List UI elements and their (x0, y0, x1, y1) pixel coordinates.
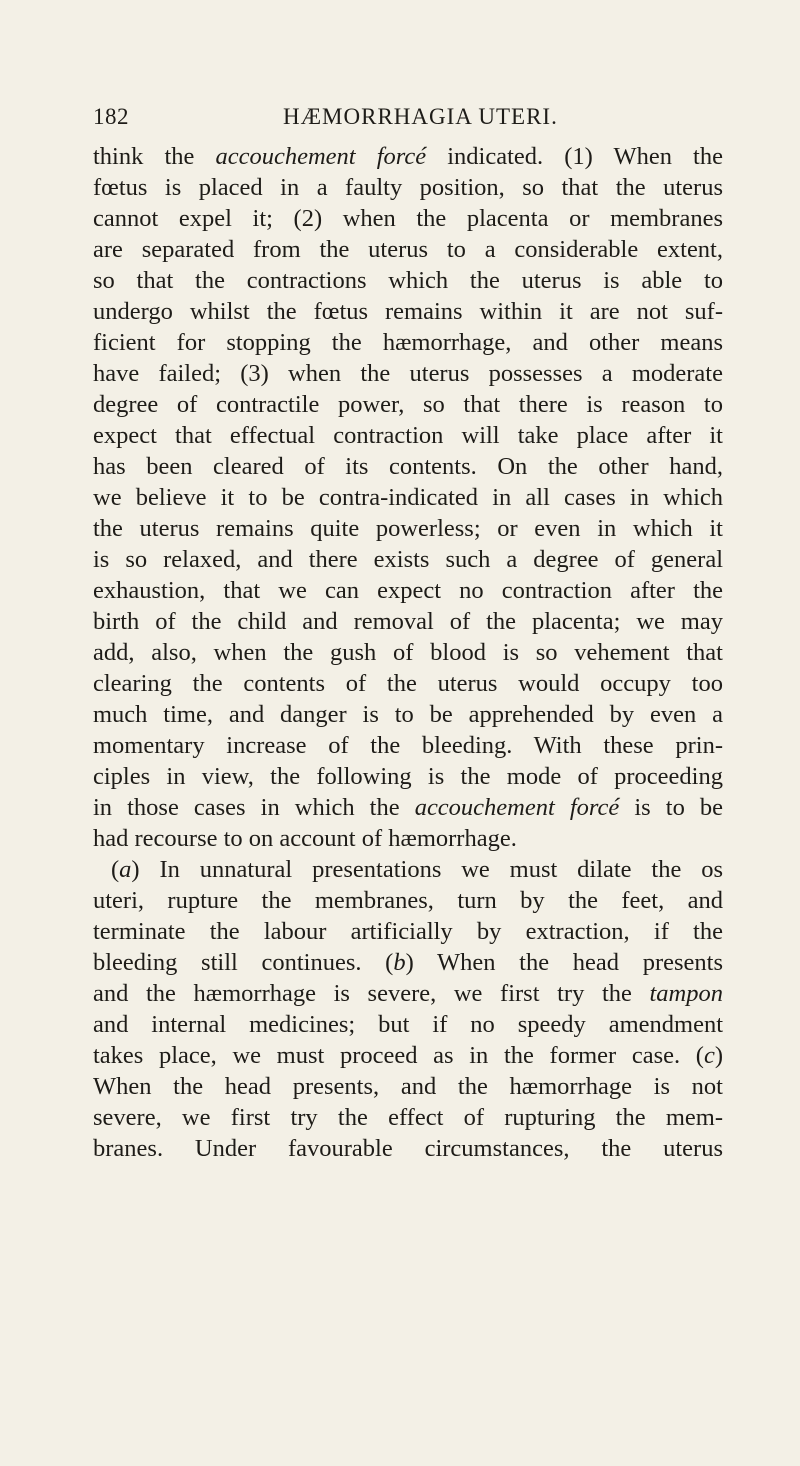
italic-text: a (119, 856, 132, 883)
text-run: momentary increase of the bleeding. With these prin- (93, 732, 723, 759)
text-run: think the (93, 143, 216, 170)
italic-text: tampon (649, 980, 723, 1007)
text-line (93, 172, 723, 203)
running-title: HÆMORRHAGIA UTERI. (283, 104, 558, 129)
text-line (93, 327, 723, 358)
text-run: ) When the head presents (405, 949, 723, 976)
text-line (93, 947, 723, 978)
text-run: ciples in view, the following is the mode of proceeding (93, 763, 723, 790)
text-run: degree of contractile power, so that there is reason to (93, 391, 723, 418)
text-run: expect that effectual contraction will take place after it (93, 422, 723, 449)
text-run: had recourse to on account of hæmorrhage. (93, 825, 517, 852)
text-line (93, 203, 723, 234)
text-line (93, 1102, 723, 1133)
text-run: birth of the child and removal of the placenta; we may (93, 608, 723, 635)
text-line (93, 699, 723, 730)
text-run: cannot expel it; (2) when the placenta or membranes (93, 205, 723, 232)
text-run: we believe it to be contra-indicated in all cases in which (93, 484, 723, 511)
text-line (93, 389, 723, 420)
text-run: ) In unnatural presentations we must dilate the os (131, 856, 723, 883)
text-line (93, 606, 723, 637)
text-run: the uterus remains quite powerless; or even in which it (93, 515, 723, 542)
text-line (93, 854, 723, 885)
text-line (93, 1040, 723, 1071)
text-run: add, also, when the gush of blood is so vehement that (93, 639, 723, 666)
text-run: takes place, we must proceed as in the former case. ( (93, 1042, 704, 1069)
italic-text: accouchement forcé (414, 794, 620, 821)
text-line (93, 575, 723, 606)
text-line (93, 451, 723, 482)
text-run: uteri, rupture the membranes, turn by the feet, and (93, 887, 723, 914)
text-line (93, 792, 723, 823)
text-line (93, 296, 723, 327)
text-line (93, 761, 723, 792)
text-line (93, 420, 723, 451)
text-run: has been cleared of its contents. On the other hand, (93, 453, 723, 480)
text-line (93, 482, 723, 513)
text-run: have failed; (3) when the uterus possesses a moderate (93, 360, 723, 387)
page-number: 182 (93, 104, 129, 129)
text-line (93, 513, 723, 544)
text-run: clearing the contents of the uterus would occupy too (93, 670, 723, 697)
text-line (93, 823, 723, 854)
text-run: is to be (619, 794, 723, 821)
text-run: much time, and danger is to be apprehended by even a (93, 701, 723, 728)
text-line (93, 1009, 723, 1040)
text-run: fœtus is placed in a faulty position, so that the uterus (93, 174, 723, 201)
text-line (93, 544, 723, 575)
text-line (93, 234, 723, 265)
text-run: undergo whilst the fœtus remains within it are not suf- (93, 298, 723, 325)
body-text (93, 141, 723, 1164)
text-run: and internal medicines; but if no speedy amendment (93, 1011, 723, 1038)
text-line (93, 637, 723, 668)
text-line (93, 1071, 723, 1102)
text-run: ficient for stopping the hæmorrhage, and other means (93, 329, 723, 356)
text-run: exhaustion, that we can expect no contraction after the (93, 577, 723, 604)
text-line (93, 885, 723, 916)
text-run: indicated. (1) When the (426, 143, 723, 170)
text-run: so that the contractions which the uterus is able to (93, 267, 723, 294)
text-line (93, 358, 723, 389)
text-line (93, 141, 723, 172)
text-run: When the head presents, and the hæmorrhage is not (93, 1073, 723, 1100)
text-line (93, 1133, 723, 1164)
text-run: ) (714, 1042, 723, 1069)
text-run: severe, we first try the effect of rupturing the mem- (93, 1104, 723, 1131)
text-line (93, 730, 723, 761)
text-run: terminate the labour artificially by extraction, if the (93, 918, 723, 945)
page-header (93, 104, 723, 132)
text-run: in those cases in which the (93, 794, 415, 821)
text-run: is so relaxed, and there exists such a degree of general (93, 546, 723, 573)
italic-text: accouchement forcé (215, 143, 427, 170)
text-run: and the hæmorrhage is severe, we first try the (93, 980, 650, 1007)
text-line (93, 978, 723, 1009)
text-line (93, 916, 723, 947)
text-run: branes. Under favourable circumstances, the uterus (93, 1135, 723, 1162)
text-run: are separated from the uterus to a considerable extent, (93, 236, 723, 263)
italic-text: b (393, 949, 406, 976)
text-run: ( (111, 856, 120, 883)
italic-text: c (703, 1042, 715, 1069)
text-line (93, 668, 723, 699)
text-run: bleeding still continues. ( (93, 949, 394, 976)
text-line (93, 265, 723, 296)
